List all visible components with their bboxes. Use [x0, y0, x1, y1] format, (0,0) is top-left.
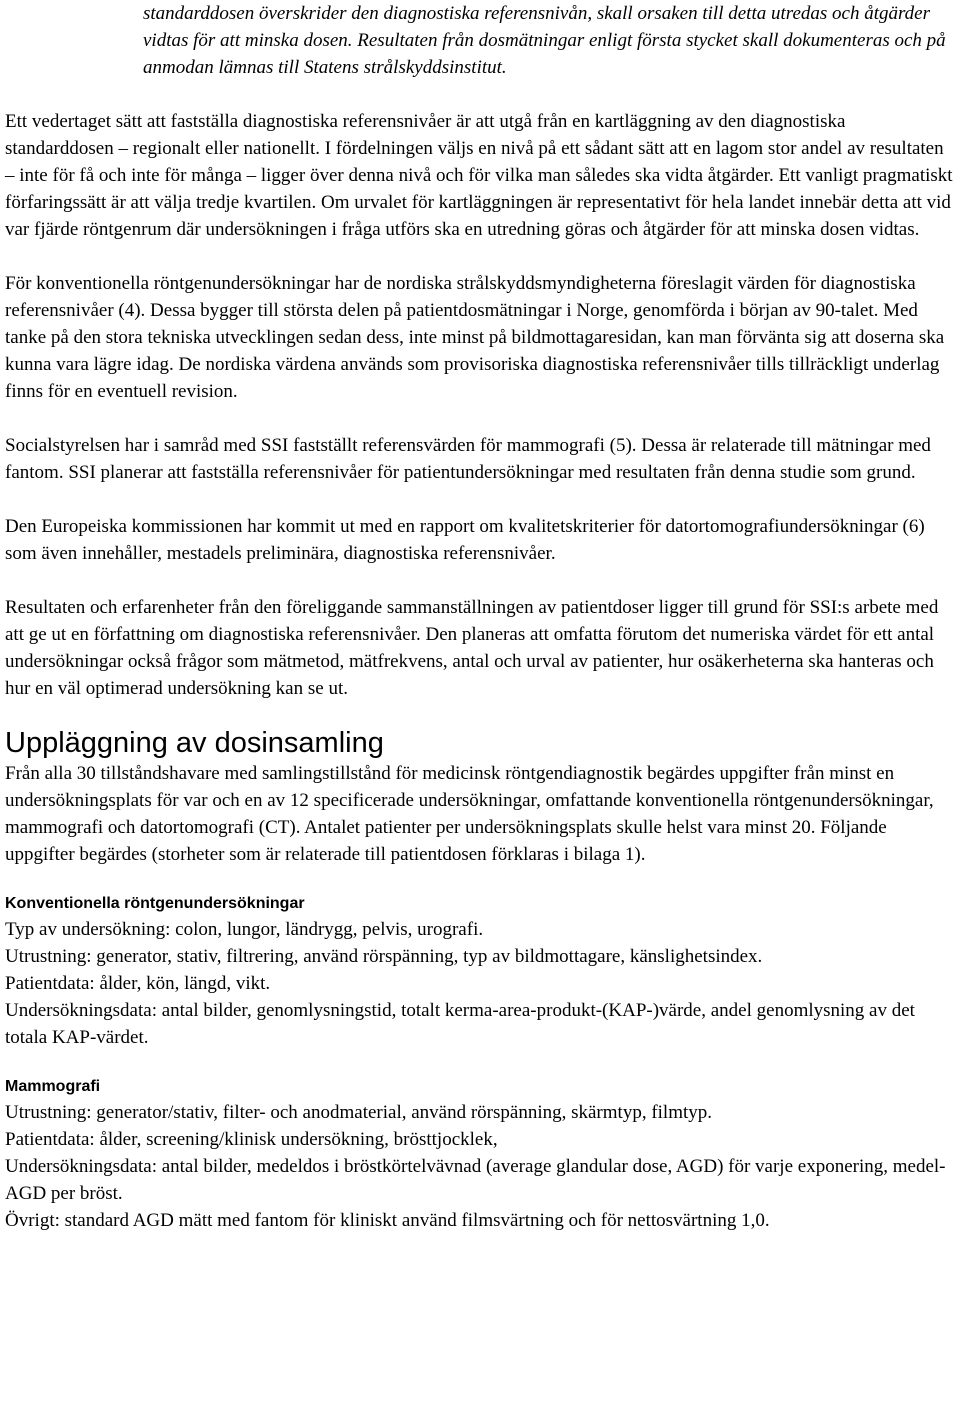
paragraph-nordic-values: För konventionella röntgenundersökningar har de nordiska strålskyddsmyndigheterna föreslagit värden för diagnostiska referensnivåer (4). Dessa bygger till största delen på patientdosmätningar i Norge, genomförda i början av 90-talet. Med tanke på den stora tekniska utvecklingen sedan dess, inte minst på bildmottagaresidan, kan man förvänta sig att doserna ska kunna vara lägre idag. De nordiska värdena används som provisoriska diagnostiska referensnivåer tills tillräckligt underlag finns för en eventuell revision. [5, 273, 945, 402]
intro-italic-paragraph: standarddosen överskrider den diagnostiska referensnivån, skall orsaken till detta utredas och åtgärder vidtas för att minska dosen. Resultaten från dosmätningar enligt första stycket skall dokumenteras och på anmodan lämnas till Statens strålskyddsinstitut. [143, 3, 946, 78]
mammography-line: Patientdata: ålder, screening/klinisk undersökning, brösttjocklek, [5, 1129, 498, 1150]
conventional-block [5, 892, 957, 1051]
conventional-line: Utrustning: generator, stativ, filtrering, använd rörspänning, typ av bildmottagare, känslighetsindex. [5, 946, 763, 967]
mammography-line: Utrustning: generator/stativ, filter- och anodmaterial, använd rörspänning, skärmtyp, filmtyp. [5, 1102, 713, 1123]
paragraph-results-ssi: Resultaten och erfarenheter från den föreliggande sammanställningen av patientdoser ligger till grund för SSI:s arbete med att ge ut en författning om diagnostiska referensnivåer. Den planeras att omfatta förutom det numeriska värdet för ett antal undersökningar också frågor som mätmetod, mätfrekvens, antal och urval av patienter, hur osäkerheterna ska hanteras och hur en väl optimerad undersökning kan se ut. [5, 597, 939, 699]
mammography-block [5, 1075, 957, 1234]
mammography-title: Mammografi [5, 1078, 101, 1095]
paragraph-european-commission: Den Europeiska kommissionen har kommit ut med en rapport om kvalitetskriterier för datortomografiundersökningar (6) som även innehåller, mestadels preliminära, diagnostiska referensnivåer. [5, 516, 925, 564]
paragraph-reference-levels: Ett vedertaget sätt att fastställa diagnostiska referensnivåer är att utgå från en kartläggning av den diagnostiska standarddosen – regionalt eller nationellt. I fördelningen väljs en nivå på ett sådant sätt att en lagom stor andel av resultaten – inte för få och inte för många – ligger över denna nivå och för vilka man således ska vidta åtgärder. Ett vanligt pragmatiskt förfaringssätt är att välja tredje kvartilen. Om urvalet för kartläggningen är representativt för hela landet innebär detta att vid var fjärde röntgenrum där undersökningen i fråga utförs ska en utredning göras och åtgärder för att minska dosen vidtas. [5, 111, 953, 240]
document-page [5, 0, 957, 1234]
section-heading: Uppläggning av dosinsamling [5, 727, 384, 759]
conventional-title: Konventionella röntgenundersökningar [5, 895, 305, 912]
section-body: Från alla 30 tillståndshavare med samlingstillstånd för medicinsk röntgendiagnostik begärdes uppgifter från minst en undersökningsplats för var och en av 12 specificerade undersökningar, omfattande konventionella röntgenundersökningar, mammografi och datortomografi (CT). Antalet patienter per undersökningsplats skulle helst vara minst 20. Följande uppgifter begärdes (storheter som är relaterade till patientdosen förklaras i bilaga 1). [5, 763, 934, 865]
conventional-line: Undersökningsdata: antal bilder, genomlysningstid, totalt kerma-area-produkt-(KAP-)värde, andel genomlysning av det totala KAP-värdet. [5, 1000, 915, 1048]
conventional-line: Typ av undersökning: colon, lungor, ländrygg, pelvis, urografi. [5, 919, 484, 940]
mammography-line: Övrigt: standard AGD mätt med fantom för kliniskt använd filmsvärtning och för nettosvärtning 1,0. [5, 1210, 770, 1231]
mammography-line: Undersökningsdata: antal bilder, medeldos i bröstkörtelvävnad (average glandular dose, AGD) för varje exponering, medel-AGD per bröst. [5, 1156, 946, 1204]
conventional-line: Patientdata: ålder, kön, längd, vikt. [5, 973, 271, 994]
paragraph-mammography-reference: Socialstyrelsen har i samråd med SSI fastställt referensvärden för mammografi (5). Dessa är relaterade till mätningar med fantom. SSI planerar att fastställa referensnivåer för patientundersökningar med resultaten från denna studie som grund. [5, 435, 931, 483]
